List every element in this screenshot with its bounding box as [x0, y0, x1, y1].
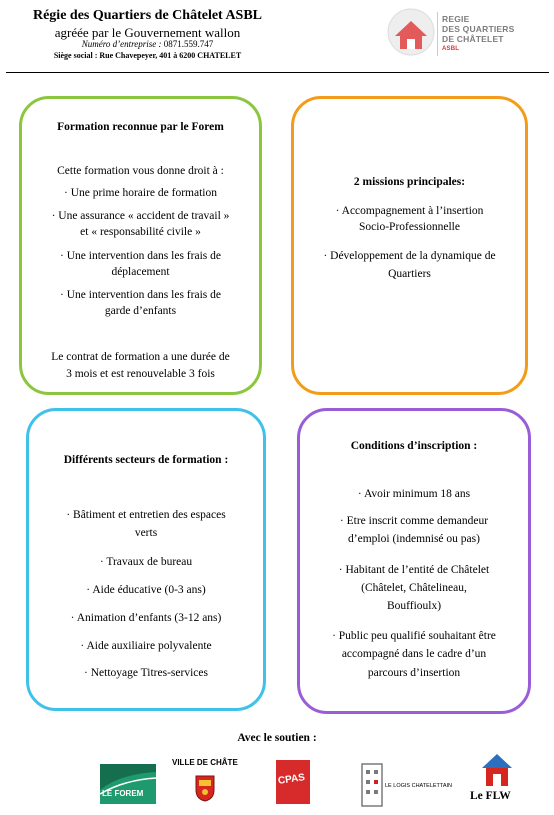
logis-label: LE LOGIS CHATELETTAIN — [385, 783, 453, 789]
forem-item: · Une intervention dans les frais de — [60, 289, 221, 301]
le-forem-label: LE FOREM — [102, 789, 144, 798]
head-office-address: Siège social : Rue Chavepeyer, 401 à 6200 CHATELET — [53, 51, 242, 60]
mission-item: · Accompagnement à l’insertion — [335, 205, 484, 217]
forem-item: déplacement — [111, 266, 170, 278]
cpas-label: CPAS — [277, 772, 306, 787]
regie-logo-text — [442, 14, 515, 54]
mission-item: Socio-Professionnelle — [359, 221, 460, 233]
forem-item: garde d’enfants — [104, 305, 177, 317]
condition-item: · Habitant de l’entité de Châtelet — [338, 564, 490, 576]
condition-item: parcours d’insertion — [367, 667, 461, 679]
condition-item: Bouffioulx) — [386, 600, 442, 612]
le-forem-logo — [100, 764, 156, 804]
forem-box-title: Formation reconnue par le Forem — [57, 121, 224, 133]
missions-box — [291, 96, 528, 395]
missions-box-title: 2 missions principales: — [353, 176, 466, 188]
sector-item: · Animation d’enfants (3-12 ans) — [70, 612, 222, 624]
sector-item: · Travaux de bureau — [99, 556, 193, 568]
sector-item: · Nettoyage Titres-services — [84, 667, 208, 679]
logis-building-icon — [360, 760, 384, 808]
forem-box-intro: Cette formation vous donne droit à : — [57, 165, 224, 177]
condition-item: d’emploi (indemnisé ou pas) — [348, 533, 480, 545]
mission-item: · Développement de la dynamique de — [323, 250, 496, 262]
conditions-box-title: Conditions d’inscription : — [350, 440, 478, 452]
chatelet-coat-of-arms-icon — [194, 774, 216, 802]
logo-line-3: DE CHÂTELET — [442, 34, 504, 44]
condition-item: (Châtelet, Châtelineau, — [361, 582, 467, 594]
logo-line-1: REGIE — [442, 14, 470, 24]
organization-subtitle: agréée par le Gouvernement wallon — [54, 25, 241, 40]
organization-title: Régie des Quartiers de Châtelet ASBL — [32, 8, 263, 23]
sectors-box-title: Différents secteurs de formation : — [63, 454, 229, 466]
company-number-label: Numéro d’entreprise : — [81, 39, 162, 49]
support-title: Avec le soutien : — [237, 732, 317, 744]
condition-item: · Public peu qualifié souhaitant être — [332, 630, 496, 642]
condition-item: · Avoir minimum 18 ans — [357, 488, 471, 500]
flw-house-icon — [480, 752, 514, 788]
flw-label: Le FLW — [470, 790, 511, 802]
condition-item: · Etre inscrit comme demandeur — [339, 515, 489, 527]
condition-item: accompagné dans le cadre d’un — [341, 648, 487, 660]
forem-item: · Une assurance « accident de travail » — [51, 210, 230, 222]
cpas-logo — [276, 760, 310, 804]
forem-contract-line-1: Le contrat de formation a une durée de — [51, 351, 230, 363]
forem-contract-line-2: 3 mois et est renouvelable 3 fois — [66, 368, 215, 380]
sector-item: · Aide auxiliaire polyvalente — [80, 640, 212, 652]
sector-item: · Bâtiment et entretien des espaces — [66, 509, 226, 521]
forem-item: · Une prime horaire de formation — [64, 187, 217, 199]
sector-item: · Aide éducative (0-3 ans) — [86, 584, 206, 596]
logo-line-2: DES QUARTIERS — [442, 24, 515, 34]
company-number-value: 0871.559.747 — [163, 39, 214, 49]
sector-item: verts — [134, 527, 158, 539]
header-divider — [6, 72, 549, 73]
company-number — [0, 39, 295, 49]
forem-item: · Une intervention dans les frais de — [60, 250, 221, 262]
ville-de-chatelet-label: VILLE DE CHÂTE — [172, 758, 238, 767]
logo-line-4: ASBL — [442, 46, 460, 52]
le-forem-swoosh-icon — [100, 764, 156, 804]
forem-item: et « responsabilité civile » — [80, 226, 201, 238]
mission-item: Quartiers — [388, 268, 431, 280]
